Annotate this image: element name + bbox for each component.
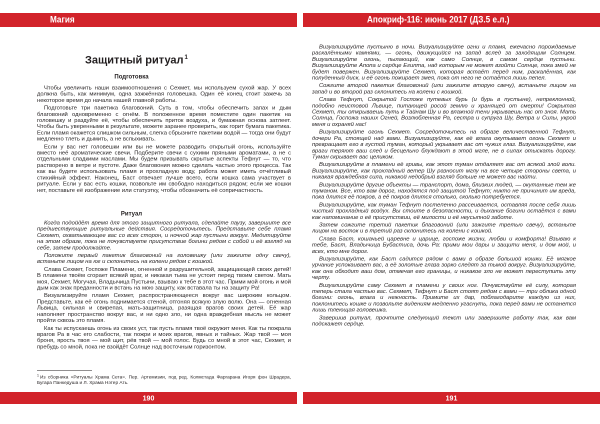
article-title: [85, 50, 188, 67]
paragraph: Положите первый пакетик благовоний на головешку (или зажгите одну свечу), встаньте лицом на юг и склонитесь на колени рядом с кошкой.: [37, 252, 291, 265]
running-header-bar-left: [0, 13, 297, 27]
section-heading-preparation: Подготовка: [114, 73, 149, 80]
paragraph: Визуализируйте другие объекты — транспорт, дома, близких людей, — окутанные тем же туманом. Все, кто вам дорог, находятся под защитой Тефнут; никто не причинит им вреда, пока длится её покров, а её покров длится столько, сколько потребуется.: [312, 181, 576, 201]
article-title-text: Защитный ритуал: [85, 53, 184, 66]
preparation-text: [37, 85, 291, 207]
paragraph: Визуализируйте пламя Сехмет, распространяющееся вокруг вас широким кольцом. Представьте, как её огонь поднимается стеной, отгоняя всякую злую волю. Она — огненная Львица, сильная и свирепая, мать-защитница, разящая врагов своих детей. Её жар наполняет пространство вокруг вас, и ни одно зло, ни одна враждебная мысль не может пройти сквозь это пламя.: [37, 292, 291, 324]
page-right: [300, 0, 600, 424]
title-footnote-mark: 1: [184, 53, 188, 61]
paragraph: Слава Сехмет, Госпоже Пламени, огненной и разрушительной, защищающей своих детей! В пламени твоём сгорает всякий враг, и никакая тьма не устоит перед твоим светом. Мать моя, Сехмет, Могучая, Владычица Пустыни, взываю к тебе в этот час. Прими мой огонь и мой дым как знак преданности и встань на мою защиту, как вставала ты на защиту Ра!: [37, 265, 291, 292]
footnote-divider: [37, 370, 92, 371]
section-heading-ritual: Ритуал: [120, 210, 143, 217]
paragraph: Визуализируйте саму Сехмет в пламени у своих ног. Почувствуйте её силу, которая теперь стала частью вас. Сехмет, Тефнут и Баст стоят рядом с вами — три облика одной богини: огонь, влага и нежность. Примите их дар, поблагодарите каждую из них, поклонитесь кошке и позвольте видениям медленно угаснуть, пока перед вами не останется лишь тлеющая головешка.: [312, 281, 576, 314]
paragraph: Визуализируйте в пламени её гривы, как этот туман отдаляет вас от всякой злой воли. Визуализируйте, как прохладный ветер Шу разносит мглу на все четыре стороны света, и никакая враждебная сила, никакой недобрый взгляд больше не может вас найти.: [312, 161, 576, 181]
footnote-mark: 1: [37, 374, 39, 378]
paragraph: Чтобы увеличить наши взаимоотношения с Сехмет, мы используем сухой жар. У всех должна быть, как минимум, одна зажжённая головешка. Один её конец стоит зажечь за некоторое время до начала нашей главной работы.: [37, 85, 291, 104]
paragraph: Если у вас нет головешки или вы не можете разводить открытый огонь, используйте вместо неё ароматические свечи. Подберите свечи с сухими пряными ароматами, а не с отдельными сладкими маслами. Мы будем призывать скрытые аспекты Тефнут — то, что растворено в ветре и пустоте. Даже благовония можно сделать частью этого процесса. Так как вы будете использовать пламя и прохладную воду, работа может иметь отчётливый стихийный эффект. Наконец, Баст отвечает лучше всего, если кошка сама участвует в ритуале. Если у вас есть кошки, позвольте им свободно находиться рядом; если же кошки нет, поставьте её изображение или статуэтку, чтобы обозначить её сопричастность.: [37, 143, 291, 194]
paragraph: Подготовьте три пакетика благовоний. Суть в том, чтобы обеспечить запах и дым благовоний одновременно с огнём. В положенное время поместите один пакетик на головешку и раздуйте её, чтобы обеспечить приток воздуха, и бумажная основа затлеет. Чтобы быть уверенными в результате, можете заранее проверить, как горит бумага пакетика. Если пламя окажется слишком сильным, слегка сбрызните пакетики водой — тогда они будут медленно тлеть и дымить, а не вспыхивать.: [37, 104, 291, 143]
paragraph: Визуализируйте, как Баст садится рядом с вами в образе большой кошки. Её мягкое урчание успокаивает вас, а её золотые глаза зорко следят за тьмой вокруг. Визуализируйте, как она обходит ваш дом, отмечая его границы, и никакое зло не может переступить эту черту.: [312, 255, 576, 281]
paragraph: Сожгите второй пакетик благовоний (или зажгите вторую свечу), встаньте лицом на запад и во второй раз склонитесь на колени с кошкой.: [312, 82, 576, 95]
paragraph: Как ты испускаешь огонь из своих уст, так пусть пламя твоё окружит меня. Как ты пожрала врагов Ра в час его слабости, так пожри и моих врагов, явных и тайных. Жар твой — моя броня, ярость твоя — мой щит, рёв твой — мой голос. Будь со мной в этот час, Сехмет, и пребудь со мной, пока не взойдёт Солнце над восточным горизонтом.: [37, 324, 291, 350]
running-header-right: Апокриф-116: июнь 2017 (ДЗ.5 е.л.): [367, 14, 510, 25]
paragraph: Визуализируйте, как туман Тефнут постепенно рассеивается, оставляя после себя лишь чистый прохладный воздух. Вы стоите в безопасности, и дыхание богини остаётся с вами как напоминание о её присутствии, её милости и её неусыпной заботе.: [312, 201, 576, 221]
paragraph: Завершив ритуал, прочтите следующий текст или завершите работу так, как вам подскажет сердце.: [312, 314, 576, 328]
footnote: [37, 373, 291, 386]
paragraph: Когда подойдёт время для этого защитного ритуала, сделайте паузу, завершите все предшествующие ритуальные действия. Сосредоточьтесь. Представьте себе пламя Сехмет, охватывающее вас со всех сторон, и ночной жар пустыни вокруг. Медитируйте на этом образе, пока не почувствуете присутствие богини рядом с собой и её взгляд на себе, затем продолжайте.: [37, 220, 291, 251]
page-right-content: [300, 0, 600, 424]
running-header-bar-right: [303, 13, 600, 27]
running-header-left: Магия: [50, 14, 75, 25]
paragraph: Визуализируйте огонь Сехмет. Сосредоточьтесь на образе величественной Тефнут, дочери Ра, стоящей над вами. Визуализируйте, как её влага окутывает огонь Сехмет и превращает его в густой туман, который укрывает вас от чужих глаз. Визуализируйте, как враги теряют ваш след и бесцельно блуждают в этой мгле, не в силах отыскать дорогу. Туман скрывает вас целиком.: [312, 128, 576, 160]
paragraph: Затем сожгите третий пакетик благовоний (или зажгите третью свечу), встаньте лицом на восток и в третий раз склонитесь на колени с кошкой.: [312, 221, 576, 235]
page-number-right: 191: [445, 394, 458, 402]
page-number-bar-right: [303, 392, 600, 404]
page-number-bar-left: [0, 392, 297, 404]
ritual-text: [37, 220, 291, 366]
page-number-left: 190: [142, 394, 155, 402]
footnote-text: Из сборника «Ритуалы Храма Сета». Пер. Артемизии, под ред. Колмстада Фаргарана Игоря фон Шрадера, Бугара Панкедуша и Л. Храма Нэтер Ать.: [37, 374, 291, 386]
paragraph: Слава Баст, кошачьей царевне и царице, госпоже жизни, любви и комфорта! Взываю к тебе, Баст, Владычица Бубастиса, дочь Ра: прими мои дары и защити меня, и дом мой, и всех, кто мне дорог.: [312, 235, 576, 255]
paragraph: Визуализируйте пустыню в ночи. Визуализируйте огни и пламя, ежечасно порождаемые раскалёнными камнями, — огонь, движущийся на запад вслед за заходящим Солнцем. Визуализируйте огонь, пылающий, как само Солнце, в самом сердце пустыни. Визуализируйте Апопа и сердце Египта, над которым не может взойти Солнце, пока змей не будет повержен. Визуализируйте Сехмет, которая встаёт перед ним, раскалённая, как полуденный диск, и её огонь пожирает змея, пока от него не остаётся лишь пепел.: [312, 44, 576, 82]
ritual-text-continued: [312, 44, 576, 358]
paragraph: Слава Тефнут, Сокрытой Госпоже путевых бурь (и бурь в пустыне), непреклонной, подобно неистовой Львице, питающей росой землю и хранящей от смерти! Сокрытая Сехмет, ты открываешь путь к Тайнам Шу и во влажной тени укрываешь нас от зноя. Мать Солнца, Госпожа наших Огней, Возлюбленная Ра, сестра и супруга Шу, Ветра и Силы, укрой меня и охраняй нас!: [312, 96, 576, 128]
